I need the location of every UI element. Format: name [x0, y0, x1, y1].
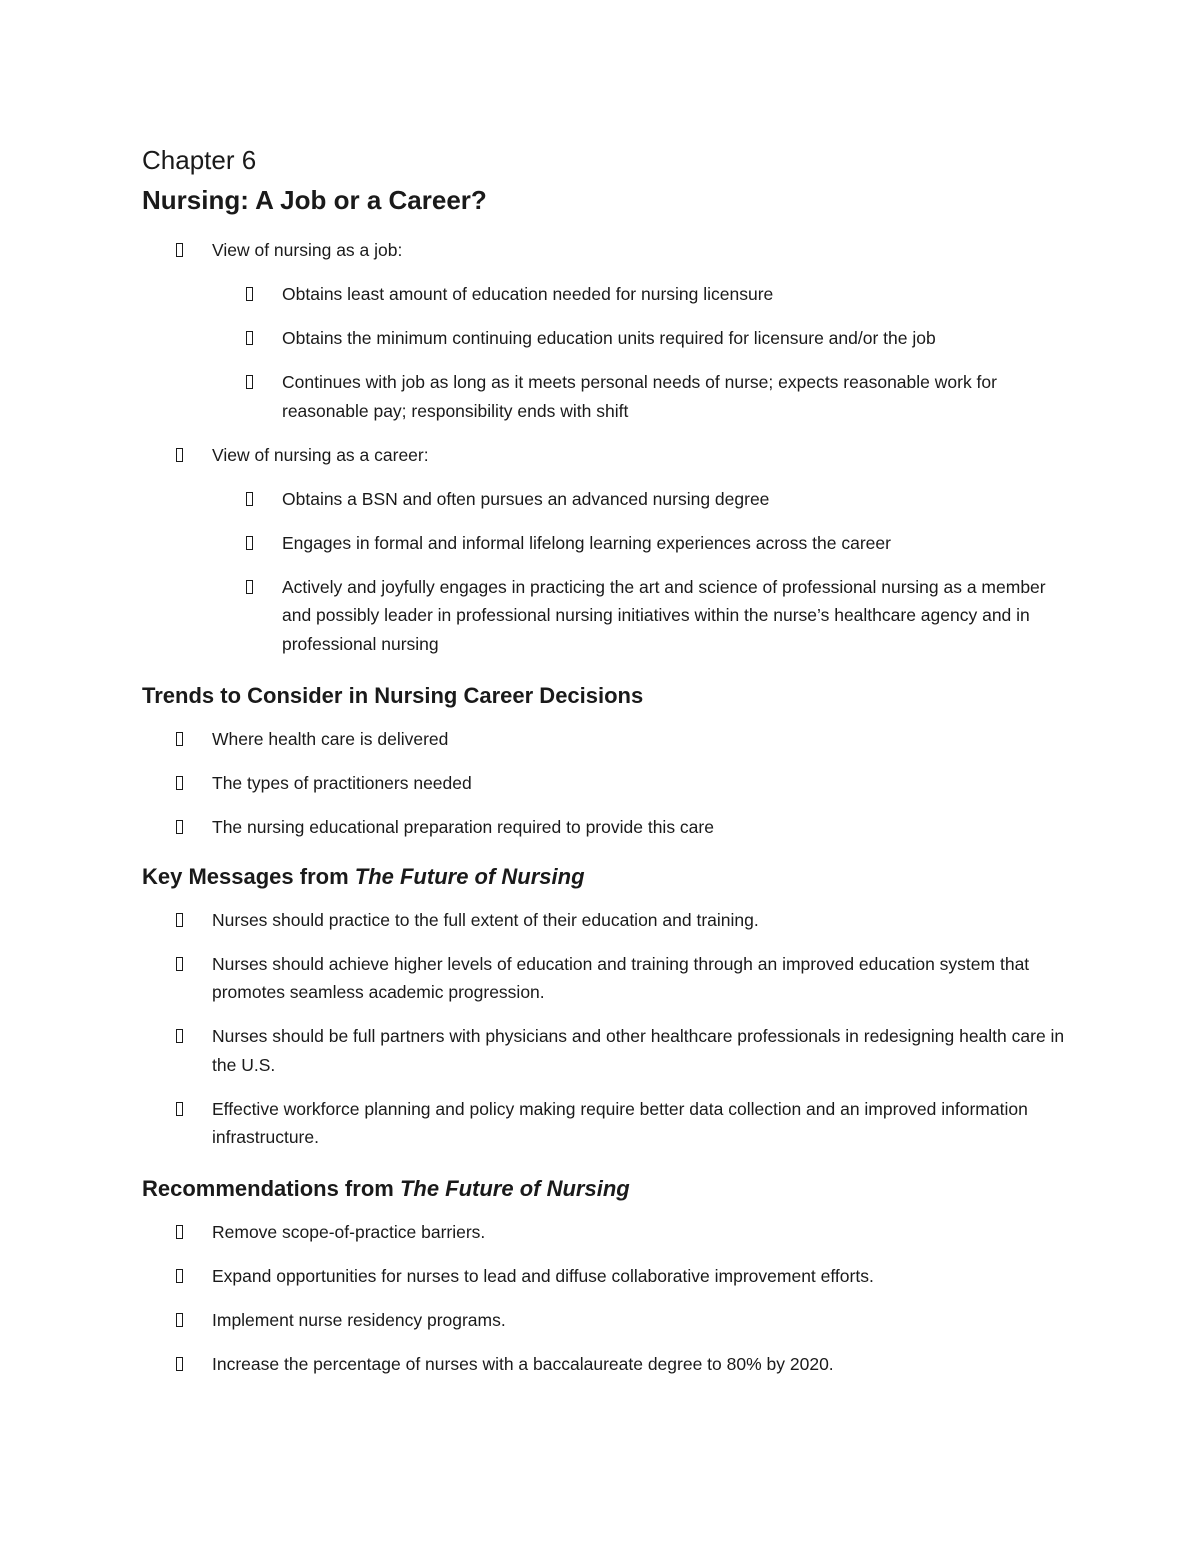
list-item	[142, 906, 1072, 935]
list-item-text: Nurses should practice to the full extent of their education and training.	[212, 909, 759, 930]
list-item	[142, 368, 1072, 425]
list-item	[142, 950, 1072, 1007]
bullet-icon	[176, 776, 183, 790]
list-item	[142, 1350, 1072, 1379]
list-item	[142, 1306, 1072, 1335]
key-messages-list	[142, 906, 1072, 1152]
recommendations-heading	[142, 1174, 1072, 1204]
list-item-text: The nursing educational preparation required to provide this care	[212, 817, 714, 837]
list-item-text: Obtains the minimum continuing education units required for licensure and/or the job	[282, 328, 936, 348]
key-messages-heading	[142, 862, 1072, 892]
list-item-text: The types of practitioners needed	[212, 773, 472, 793]
bullet-icon	[176, 1102, 183, 1116]
bullet-icon	[176, 957, 183, 971]
trends-heading: Trends to Consider in Nursing Career Decisions	[142, 683, 644, 708]
list-item	[142, 324, 1072, 353]
list-item-text: Continues with job as long as it meets personal needs of nurse; expects reasonable work for reasonable pay; responsibility ends with shift	[282, 372, 997, 421]
list-item-text: Effective workforce planning and policy making require better data collection and an improved information infrastructure.	[212, 1098, 1028, 1147]
recommendations-list	[142, 1218, 1072, 1379]
bullet-icon	[246, 492, 253, 506]
list-item	[142, 529, 1072, 558]
heading-prefix: Key Messages from	[142, 863, 355, 889]
list-item-text: Obtains least amount of education needed for nursing licensure	[282, 284, 774, 304]
bullet-icon	[176, 448, 183, 462]
list-item-text: Obtains a BSN and often pursues an advanced nursing degree	[282, 488, 770, 509]
bullet-icon	[246, 536, 253, 550]
heading-prefix: Recommendations from	[142, 1175, 400, 1201]
bullet-icon	[176, 1269, 183, 1283]
list-item-text: Where health care is delivered	[212, 729, 449, 749]
bullet-icon	[176, 1029, 183, 1043]
bullet-icon	[176, 820, 183, 834]
list-item	[142, 441, 1072, 470]
list-item	[142, 725, 1072, 754]
list-item-text: Increase the percentage of nurses with a baccalaureate degree to 80% by 2020.	[212, 1353, 834, 1374]
bullet-icon	[246, 287, 253, 301]
list-item-text: Actively and joyfully engages in practicing the art and science of professional nursing as a member and possibly leader in professional nursing initiatives within the nurse’s healthcare agency and in professional nursing	[282, 576, 1046, 654]
bullet-icon	[176, 732, 183, 746]
list-item	[142, 1218, 1072, 1247]
chapter-label: Chapter 6	[142, 145, 257, 175]
trends-list	[142, 725, 1072, 842]
bullet-icon	[246, 331, 253, 345]
book-title: The Future of Nursing	[354, 863, 585, 889]
bullet-icon	[176, 1313, 183, 1327]
list-item-text: Nurses should be full partners with physicians and other healthcare professionals in redesigning health care in the U.S.	[212, 1026, 1065, 1075]
list-item-text: Remove scope-of-practice barriers.	[212, 1221, 486, 1242]
list-item-text: Nurses should achieve higher levels of education and training through an improved education system that promotes seamless academic progression.	[212, 953, 1030, 1002]
list-item-text: Implement nurse residency programs.	[212, 1309, 506, 1330]
document-content	[142, 140, 1072, 1378]
list-item	[142, 769, 1072, 798]
page-title: Nursing: A Job or a Career?	[142, 185, 487, 215]
bullet-icon	[176, 1225, 183, 1239]
list-item	[142, 485, 1072, 514]
bullet-icon	[176, 243, 183, 257]
list-item	[142, 280, 1072, 309]
list-item	[142, 236, 1072, 265]
list-item	[142, 573, 1072, 659]
job-career-list	[142, 236, 1072, 658]
bullet-icon	[176, 913, 183, 927]
bullet-icon	[246, 580, 253, 594]
career-view-label: View of nursing as a career:	[212, 444, 429, 465]
list-item	[142, 813, 1072, 842]
list-item	[142, 1095, 1072, 1152]
book-title: The Future of Nursing	[399, 1175, 630, 1201]
list-item-text: Expand opportunities for nurses to lead and diffuse collaborative improvement efforts.	[212, 1265, 874, 1286]
list-item	[142, 1022, 1072, 1079]
job-view-label: View of nursing as a job:	[212, 240, 403, 260]
list-item-text: Engages in formal and informal lifelong learning experiences across the career	[282, 532, 891, 553]
bullet-icon	[176, 1357, 183, 1371]
bullet-icon	[246, 375, 253, 389]
list-item	[142, 1262, 1072, 1291]
